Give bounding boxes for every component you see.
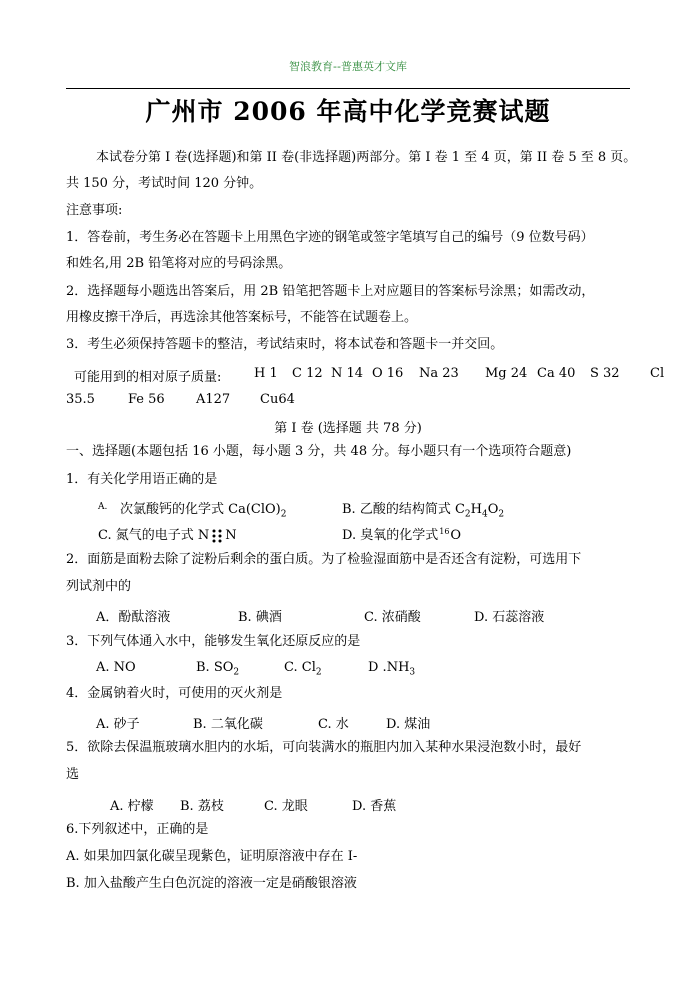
option-a-subscript: 2 (280, 509, 287, 520)
header-brand: 智浪教育--普惠英才文库 (289, 60, 407, 73)
notes-heading: 注意事项: (66, 203, 123, 218)
option-c-tail: N (225, 528, 237, 543)
option-d-text: D. 臭氧的化学式 (342, 528, 439, 543)
mass-item: O 16 (372, 366, 404, 381)
option-a-text: 次氯酸钙的化学式 Ca(ClO) (120, 502, 281, 517)
mass-item: Cu64 (260, 392, 295, 407)
q4-option-d: D. 煤油 (386, 717, 431, 732)
ozone-superscript-icon: 16 (439, 526, 450, 536)
mass-item: 35.5 (66, 392, 95, 407)
question-4-stem: 4．金属钠着火时，可使用的灭火剂是 (66, 686, 283, 701)
option-a (120, 498, 286, 520)
option-b: B. 乙酸的结构简式 $C_2H_4O_2$ (342, 502, 505, 520)
mass-item: Na 23 (419, 366, 459, 381)
question-2-stem-b: 列试剂中的 (66, 579, 132, 594)
option-d (342, 524, 461, 543)
q3-option-c: C. $Cl_2$ (284, 660, 322, 678)
q6-option-b: B. 加入盐酸产生白色沉淀的溶液一定是硝酸银溶液 (66, 876, 357, 891)
q2-option-c: C. 浓硝酸 (364, 610, 421, 625)
mass-item: Cl (650, 366, 665, 381)
note-3: 3．考生必须保持答题卡的整洁，考试结束时，将本试卷和答题卡一并交回。 (66, 337, 504, 352)
header-divider (66, 88, 630, 89)
part1-heading: 第 I 卷 (选择题 共 78 分) (274, 421, 422, 436)
option-b-text: B. 乙酸的结构简式 C (342, 502, 465, 517)
page-title: 广州市 2006 年高中化学竞赛试题 (145, 97, 551, 126)
question-6-stem: 6.下列叙述中，正确的是 (66, 822, 209, 837)
q3-option-b-text: B. SO (196, 660, 234, 675)
q5-option-b: B. 荔枝 (180, 799, 224, 814)
section-heading: 一、选择题(本题包括 16 小题，每小题 3 分，共 48 分。每小题只有一个选项符合题意) (66, 444, 572, 459)
mass-item: Ca 40 (537, 366, 576, 381)
intro-line-1: 本试卷分第 I 卷(选择题)和第 II 卷(非选择题)两部分。第 I 卷 1 至 4 页，第 II 卷 5 至 8 页。 (96, 150, 637, 165)
q4-option-b: B. 二氧化碳 (193, 717, 263, 732)
q5-option-a: A. 柠檬 (110, 799, 154, 814)
option-a-label: A. (98, 502, 108, 512)
electron-dots-icon (211, 528, 223, 544)
q4-option-a: A. 砂子 (96, 717, 140, 732)
mass-item: Fe 56 (128, 392, 165, 407)
mass-item: C 12 (292, 366, 323, 381)
question-1-stem: 1．有关化学用语正确的是 (66, 472, 218, 487)
q3-option-d: D $.NH_3$ (368, 660, 416, 678)
q3-option-b: B. $SO_2$ (196, 660, 240, 678)
q3-option-a: A. NO (96, 660, 136, 675)
mass-item: A127 (196, 392, 231, 407)
note-1b: 和姓名,用 2B 铅笔将对应的号码涂黑。 (66, 256, 292, 271)
mass-item: N 14 (331, 366, 364, 381)
q2-option-d: D. 石蕊溶液 (474, 610, 545, 625)
q3-option-d-text: D .NH (368, 660, 410, 675)
masses-label: 可能用到的相对原子质量: (74, 370, 222, 385)
q5-option-c: C. 龙眼 (264, 799, 308, 814)
q2-option-a: A．酚酞溶液 (96, 610, 171, 625)
note-2b: 用橡皮擦干净后，再选涂其他答案标号，不能答在试题卷上。 (66, 310, 418, 325)
question-5-stem-a: 5．欲除去保温瓶玻璃水胆内的水垢，可向装满水的瓶胆内加入某种水果浸泡数小时，最好 (66, 740, 582, 755)
question-5-stem-b: 选 (66, 767, 80, 782)
q4-option-c: C. 水 (318, 717, 349, 732)
mass-item: Mg 24 (485, 366, 528, 381)
mass-item: S 32 (590, 366, 620, 381)
question-3-stem: 3．下列气体通入水中，能够发生氧化还原反应的是 (66, 634, 361, 649)
note-2a: 2．选择题每小题选出答案后，用 2B 铅笔把答题卡上对应题目的答案标号涂黑；如需改动， (66, 284, 595, 299)
option-c (98, 524, 237, 544)
q2-option-b: B. 碘酒 (238, 610, 282, 625)
q6-option-a: A. 如果加四氯化碳呈现紫色，证明原溶液中存在 I- (66, 849, 358, 864)
q5-option-d: D. 香蕉 (352, 799, 397, 814)
question-2-stem-a: 2．面筋是面粉去除了淀粉后剩余的蛋白质。为了检验湿面筋中是否还含有淀粉，可选用下 (66, 552, 582, 567)
mass-item: H 1 (254, 366, 278, 381)
note-1a: 1．答卷前，考生务必在答题卡上用黑色字迹的钢笔或签字笔填写自己的编号（9 位数号码） (66, 230, 594, 245)
option-c-text: C. 氮气的电子式 N (98, 528, 210, 543)
option-d-tail: O (450, 528, 462, 543)
intro-line-2: 共 150 分，考试时间 120 分钟。 (66, 176, 263, 191)
q3-option-c-text: C. Cl (284, 660, 316, 675)
